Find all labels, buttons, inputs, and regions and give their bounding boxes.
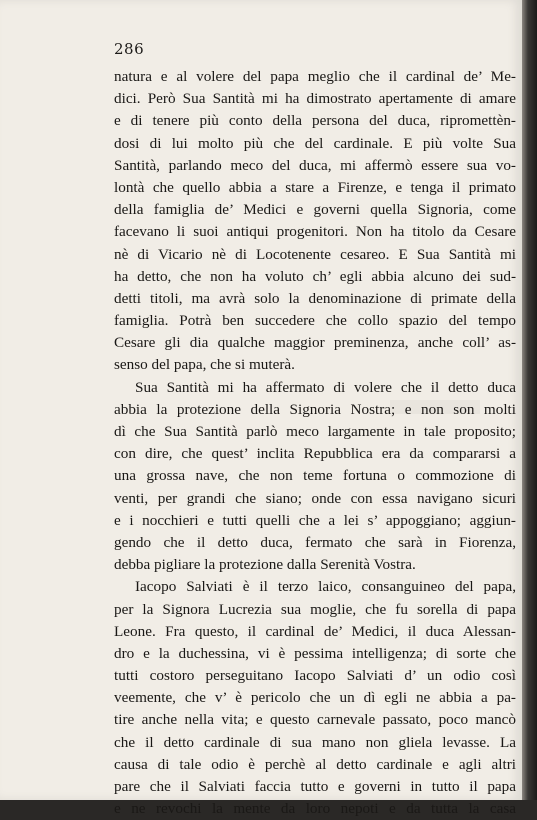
text-line: con dire, che quest’ inclita Repubblica era da compararsi a (114, 445, 516, 463)
paragraph-start-line: Sua Santità mi ha affermato di volere che il detto duca (135, 378, 516, 396)
page-number: 286 (114, 40, 145, 58)
body-text (114, 66, 516, 820)
text-line: gendo che il detto duca, fermato che sarà in Fiorenza, (114, 533, 516, 551)
text-line: detti titoli, ma avrà solo la denominazione di primate della (114, 289, 516, 307)
page-edge-shadow (522, 0, 537, 800)
text-line: dosi di lui molto più che del cardinale. E più volte Sua (114, 134, 516, 152)
text-line: abbia la protezione della Signoria Nostra; e non son molti (114, 400, 516, 418)
paragraph-start-line: Iacopo Salviati è il terzo laico, consanguineo del papa, (135, 578, 516, 596)
text-line: ha detto, che non ha voluto ch’ egli abbia alcuno dei sud- (114, 267, 516, 285)
text-line: tutti costoro perseguitano Iacopo Salviati d’ un odio così (114, 667, 516, 685)
text-line: venti, per grandi che siano; onde con essa navigano sicuri (114, 489, 516, 507)
text-line: e ne revochi la mente da loro nepoti e da tutta la casa (114, 800, 516, 818)
text-line: una grossa nave, che non teme fortuna o commozione di (114, 467, 516, 485)
text-line: nè di Vicario nè di Locotenente cesareo. E Sua Santità mi (114, 245, 516, 263)
text-line: veemente, che v’ è pericolo che un dì egli ne abbia a pa- (114, 689, 516, 707)
text-line: Santità, parlando meco del duca, mi affermò essere sua vo- (114, 156, 516, 174)
text-line: causa di tale odio è perchè al detto cardinale e agli altri (114, 755, 516, 773)
text-line: dì che Sua Santità parlò meco largamente in tale proposito; (114, 423, 516, 440)
text-line: famiglia. Potrà ben succedere che collo spazio del tempo (114, 312, 516, 330)
text-line: facevano li suoi antiqui progenitori. Non ha titolo da Cesare (114, 223, 516, 241)
text-line: lontà che quello abbia a stare a Firenze, e tenga il primato (114, 178, 516, 196)
text-line: per la Signora Lucrezia sua moglie, che fu sorella di papa (114, 600, 516, 618)
paragraph-end-line: debba pigliare la protezione dalla Serenità Vostra. (114, 556, 416, 574)
text-line: tire anche nella vita; e questo carnevale passato, poco mancò (114, 711, 516, 729)
text-line: che il detto cardinale di sua mano non gliela levasse. La (114, 733, 516, 751)
text-line: dro e la duchessina, vi è pessima intelligenza; di sorte che (114, 644, 516, 662)
text-line: Cesare gli dia qualche maggior preminenza, anche coll’ as- (114, 334, 516, 352)
text-line: pare che il Salviati faccia tutto e governi in tutto il papa (114, 778, 516, 795)
text-line: della famiglia de’ Medici e governi quella Signoria, come (114, 201, 516, 219)
text-line: e di tenere più conto della persona del duca, ripromettèn- (114, 112, 516, 130)
text-line: dici. Però Sua Santità mi ha dimostrato apertamente di amare (114, 90, 516, 108)
text-line: Leone. Fra questo, il cardinal de’ Medici, il duca Alessan- (114, 622, 516, 640)
paragraph-end-line: senso del papa, che si muterà. (114, 356, 295, 374)
text-line: e i nocchieri e tutti quelli che a lei s’ appoggiano; aggiun- (114, 511, 516, 529)
text-line: natura e al volere del papa meglio che il cardinal de’ Me- (114, 68, 516, 85)
